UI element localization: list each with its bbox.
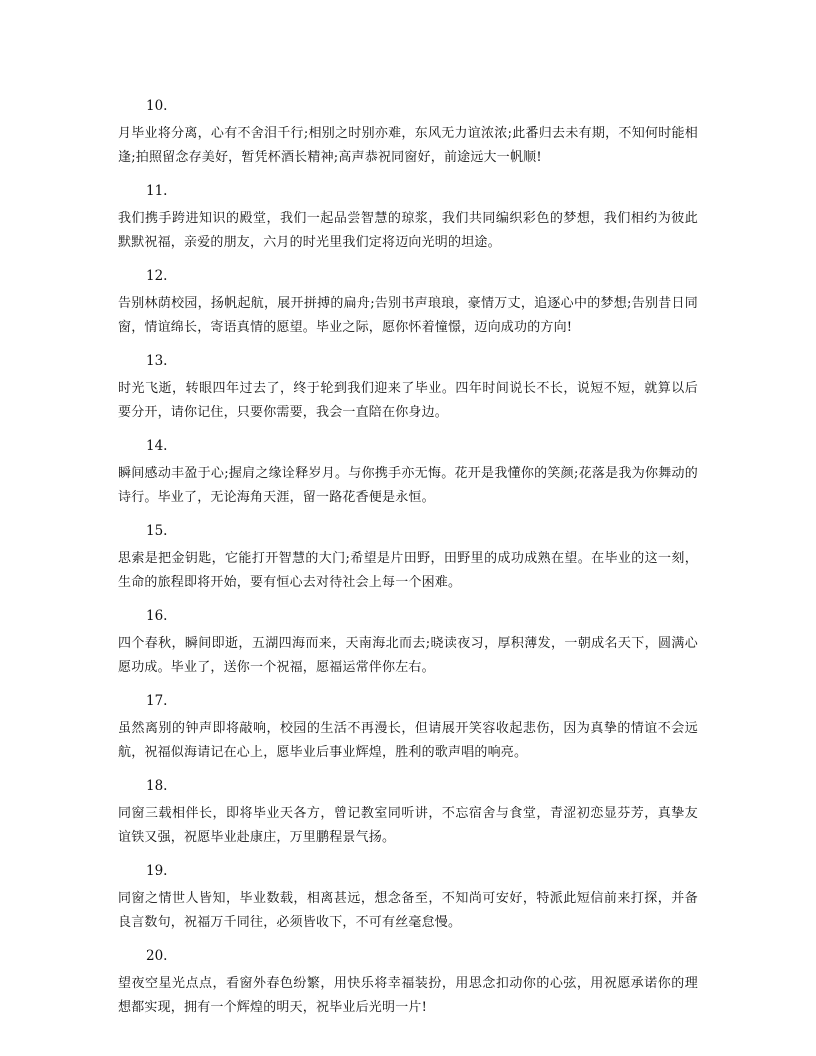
item-number: 11.: [146, 183, 168, 199]
item-text: 同窗三载相伴长，即将毕业天各方，曾记教室同听讲，不忘宿舍与食堂，青涩初恋显芬芳，真挚友谊铁又强，祝愿毕业赴康庄，万里鹏程景气扬。: [118, 806, 698, 845]
list-item: [118, 606, 698, 680]
list-item: [118, 96, 698, 170]
list-item: [118, 946, 698, 1020]
list-item: [118, 266, 698, 340]
list-item: [118, 436, 698, 510]
item-text: 虽然离别的钟声即将敲响，校园的生活不再漫长，但请展开笑容收起悲伤，因为真挚的情谊不会远航，祝福似海请记在心上，愿毕业后事业辉煌，胜利的歌声唱的响亮。: [118, 721, 698, 760]
item-text: 同窗之情世人皆知，毕业数载，相离甚远，想念备至，不知尚可安好，特派此短信前来打探，并备良言数句，祝福万千同往，必须皆收下，不可有丝毫怠慢。: [118, 891, 698, 930]
list-item: [118, 351, 698, 425]
item-number: 18.: [146, 778, 168, 794]
item-text: 四个春秋，瞬间即逝，五湖四海而来，天南海北而去;晓读夜习，厚积薄发，一朝成名天下，圆满心愿功成。毕业了，送你一个祝福，愿福运常伴你左右。: [118, 636, 698, 675]
list-item: [118, 861, 698, 935]
list-item: [118, 691, 698, 765]
item-text: 瞬间感动丰盈于心;握肩之缘诠释岁月。与你携手亦无悔。花开是我懂你的笑颜;花落是我为你舞动的诗行。毕业了，无论海角天涯，留一路花香便是永恒。: [118, 466, 698, 505]
item-text: 时光飞逝，转眼四年过去了，终于轮到我们迎来了毕业。四年时间说长不长，说短不短，就算以后要分开，请你记住，只要你需要，我会一直陪在你身边。: [118, 381, 698, 420]
item-number: 13.: [146, 353, 168, 369]
list-item: [118, 181, 698, 255]
item-text: 我们携手跨进知识的殿堂，我们一起品尝智慧的琼浆，我们共同编织彩色的梦想，我们相约为彼此默默祝福，亲爱的朋友，六月的时光里我们定将迈向光明的坦途。: [118, 211, 698, 250]
item-number: 20.: [146, 948, 168, 964]
item-number: 16.: [146, 608, 168, 624]
item-text: 月毕业将分离，心有不舍泪千行;相别之时别亦难，东风无力谊浓浓;此番归去未有期，不知何时能相逢;拍照留念存美好，暂凭杯酒长精神;高声恭祝同窗好，前途远大一帆顺!: [118, 126, 698, 165]
item-number: 17.: [146, 693, 168, 709]
list-item: [118, 776, 698, 850]
item-number: 12.: [146, 268, 168, 284]
item-text: 思索是把金钥匙，它能打开智慧的大门;希望是片田野，田野里的成功成熟在望。在毕业的这一刻，生命的旅程即将开始，要有恒心去对待社会上每一个困难。: [118, 551, 698, 590]
document-body: [118, 96, 698, 1031]
item-text: 告别林荫校园，扬帆起航，展开拼搏的扁舟;告别书声琅琅，豪情万丈，追逐心中的梦想;告别昔日同窗，情谊绵长，寄语真情的愿望。毕业之际，愿你怀着憧憬，迈向成功的方向!: [118, 296, 698, 335]
list-item: [118, 521, 698, 595]
item-number: 14.: [146, 438, 168, 454]
item-text: 望夜空星光点点，看窗外春色纷繁，用快乐将幸福装扮，用思念扣动你的心弦，用祝愿承诺你的理想都实现，拥有一个辉煌的明天，祝毕业后光明一片!: [118, 976, 698, 1015]
item-number: 10.: [146, 98, 168, 114]
item-number: 19.: [146, 863, 168, 879]
item-number: 15.: [146, 523, 168, 539]
